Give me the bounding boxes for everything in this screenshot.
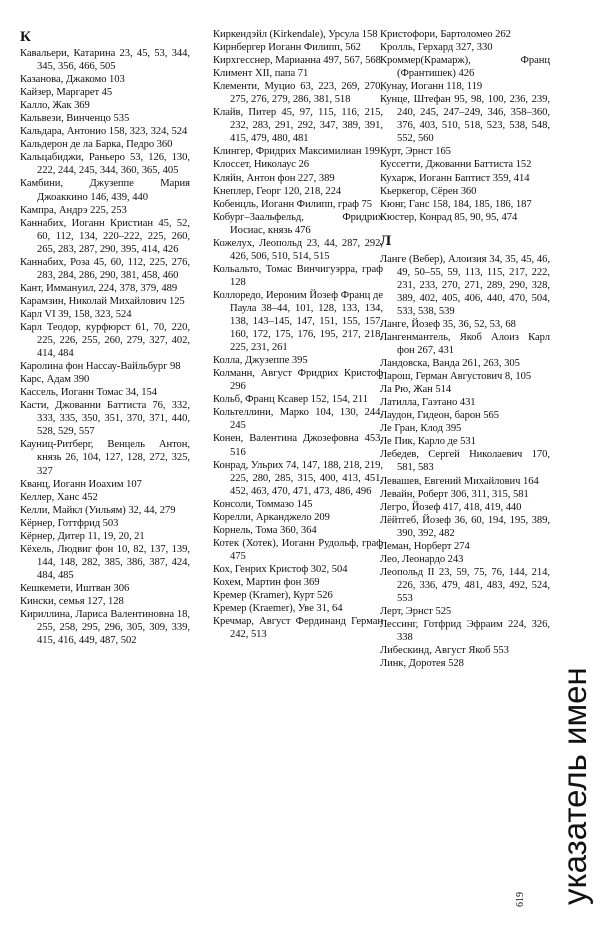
index-column-3 xyxy=(380,28,550,670)
index-entry: Ландовска, Ванда 261, 263, 305 xyxy=(380,358,520,370)
index-entry: Ланге (Вебер), Алоизия 34, 35, 45, 46, 49, 50–55, 59, 113, 115, 217, 222, 231, 233, 270, 271, 289, 290, 328, 389, 402, 405, 406, 440, 470, 504, 533, 538, 539 xyxy=(380,253,550,317)
index-letter-heading: К xyxy=(20,29,31,45)
index-entry: Кванц, Иоганн Иоахим 107 xyxy=(20,478,142,490)
index-entry: Кёхель, Людвиг фон 10, 82, 137, 139, 144, 148, 282, 385, 386, 387, 424, 484, 485 xyxy=(20,543,190,581)
index-entry: Киркендэйл (Kirkendale), Урсула 158 xyxy=(213,29,378,40)
page-number: 619 xyxy=(515,892,526,907)
index-entry: Кунау, Иоганн 118, 119 xyxy=(380,81,483,93)
index-entry: Лерт, Эрнст 525 xyxy=(380,605,452,617)
index-entry: Колманн, Август Фридрих Кристоф 296 xyxy=(213,368,383,393)
index-entry: Ле Гран, Клод 395 xyxy=(380,423,462,435)
index-entry: Кёрнер, Готтфрид 503 xyxy=(20,517,119,529)
index-entry: Каннабих, Роза 45, 60, 112, 225, 276, 283, 284, 286, 290, 381, 458, 460 xyxy=(20,256,190,281)
index-entry: Келлер, Ханс 452 xyxy=(20,491,98,503)
index-entry: Корнель, Тома 360, 364 xyxy=(213,524,317,536)
index-entry: Левайн, Роберт 306, 311, 315, 581 xyxy=(380,488,529,500)
index-entry: Леопольд II 23, 59, 75, 76, 144, 214, 226, 336, 479, 481, 483, 492, 524, 553 xyxy=(380,566,550,604)
index-entry: Ла Рю, Жан 514 xyxy=(380,384,452,396)
index-entry: Колла, Джузеппе 395 xyxy=(213,355,308,367)
index-entry: Ланге, Йозеф 35, 36, 52, 53, 68 xyxy=(380,318,516,330)
index-entry: Коллоредо, Иероним Йозеф Франц де Паула 38–44, 101, 128, 133, 134, 138, 143–145, 147, 151, 155, 157, 160, 172, 175, 176, 195, 217, 218, 225, 231, 261 xyxy=(213,289,383,354)
index-entry: Кольтеллини, Марко 104, 130, 244, 245 xyxy=(213,407,383,432)
index-entry: Кальцабиджи, Раньеро 53, 126, 130, 222, 244, 245, 344, 360, 365, 405 xyxy=(20,152,190,177)
index-entry: Линк, Доротея 528 xyxy=(380,658,464,670)
index-entry: Кохем, Мартин фон 369 xyxy=(213,576,320,588)
index-entry: Казанова, Джакомо 103 xyxy=(20,74,125,86)
index-entry: Келли, Майкл (Уильям) 32, 44, 279 xyxy=(20,504,176,516)
index-entry: Кухарж, Иоганн Баптист 359, 414 xyxy=(380,172,530,184)
index-entry: Касти, Джованни Баттиста 76, 332, 333, 335, 350, 351, 370, 371, 440, 528, 529, 557 xyxy=(20,400,190,438)
index-entry: Калло, Жак 369 xyxy=(20,100,90,112)
index-entry: Кински, семья 127, 128 xyxy=(20,595,124,607)
index-entry: Каролина фон Нассау-Вайльбург 98 xyxy=(20,361,181,373)
index-entry: Климент XII, папа 71 xyxy=(213,68,309,80)
index-entry: Кролль, Герхард 327, 330 xyxy=(380,42,493,54)
index-entry: Кирнбергер Иоганн Филипп, 562 xyxy=(213,42,361,54)
index-entry: Лангенмантель, Якоб Алоиз Карл фон 267, 431 xyxy=(380,331,550,357)
index-entry: Кант, Иммануил, 224, 378, 379, 489 xyxy=(20,282,178,294)
index-entry: Либескинд, Август Якоб 553 xyxy=(380,645,509,657)
index-entry: Карл VI 39, 158, 323, 524 xyxy=(20,308,132,320)
index-entry: Кириллина, Лариса Валентиновна 18, 255, 258, 295, 296, 305, 309, 339, 415, 416, 449, 487, 502 xyxy=(20,609,190,647)
index-entry: Кречмар, Август Фердинанд Герман 242, 513 xyxy=(213,616,383,641)
index-entry: Карамзин, Николай Михайлович 125 xyxy=(20,295,185,307)
index-entry: Кристофори, Бартоломео 262 xyxy=(380,29,511,40)
index-entry: Клоссет, Николаус 26 xyxy=(213,159,310,171)
index-entry: Кремер (Kraemer), Уве 31, 64 xyxy=(213,603,343,615)
index-entry: Легро, Йозеф 417, 418, 419, 440 xyxy=(380,501,522,513)
index-entry: Кляйн, Антон фон 227, 389 xyxy=(213,172,335,184)
index-entry: Кобург–Заальфельд, Фридрих Иосиас, князь 476 xyxy=(213,211,383,236)
index-entry: Кауниц-Ритберг, Венцель Антон, князь 26, 104, 127, 128, 272, 325, 327 xyxy=(20,439,190,477)
index-entry: Кассель, Иоганн Томас 34, 154 xyxy=(20,387,158,399)
index-entry: Кальвези, Винченцо 535 xyxy=(20,113,130,125)
index-entry: Кайзер, Маргарет 45 xyxy=(20,87,113,99)
index-entry: Кальдара, Антонио 158, 323, 324, 524 xyxy=(20,126,188,138)
index-entry: Кюнг, Ганс 158, 184, 185, 186, 187 xyxy=(380,198,532,210)
index-entry: Кьеркегор, Сёрен 360 xyxy=(380,185,477,197)
index-entry: Кнеплер, Георг 120, 218, 224 xyxy=(213,185,342,197)
index-entry: Куссетти, Джованни Баттиста 152 xyxy=(380,159,532,171)
section-title-vertical: указатель имен xyxy=(556,667,593,905)
index-entry: Левашев, Евгений Михайлович 164 xyxy=(380,475,539,487)
index-entry: Камбини, Джузеппе Мария Джоаккино 146, 439, 440 xyxy=(20,178,190,203)
index-entry: Корелли, Арканджело 209 xyxy=(213,511,330,523)
index-column-2 xyxy=(213,28,383,641)
index-entry: Латилла, Гаэтано 431 xyxy=(380,397,476,409)
index-entry: Кох, Генрих Кристоф 302, 504 xyxy=(213,563,348,575)
index-entry: Лаудон, Гидеон, барон 565 xyxy=(380,410,500,422)
index-entry: Конен, Валентина Джозефовна 453, 516 xyxy=(213,433,383,458)
index-entry: Кремер (Kramer), Курт 526 xyxy=(213,590,333,602)
index-entry: Кирхгесснер, Марианна 497, 567, 568 xyxy=(213,55,381,67)
index-entry: Лебедев, Сергей Николаевич 170, 581, 583 xyxy=(380,449,550,474)
index-entry: Кольальто, Томас Винчигуэрра, граф 128 xyxy=(213,263,383,288)
index-entry: Кампра, Андрэ 225, 253 xyxy=(20,204,127,216)
index-entry: Кёрнер, Дитер 11, 19, 20, 21 xyxy=(20,530,145,542)
index-entry: Кроммер(Крамарж), Франц (Франтишек) 426 xyxy=(380,55,550,80)
index-entry: Ларош, Герман Августович 8, 105 xyxy=(380,371,532,383)
index-entry: Кожелух, Леопольд 23, 44, 287, 292, 426, 506, 510, 514, 515 xyxy=(213,237,383,262)
index-entry: Кальдерон де ла Барка, Педро 360 xyxy=(20,139,173,151)
index-entry: Кобенцль, Иоганн Филипп, граф 75 xyxy=(213,198,373,210)
index-entry: Лессинг, Готфрид Эфраим 224, 326, 338 xyxy=(380,619,550,644)
index-entry: Конрад, Ульрих 74, 147, 188, 218, 219, 225, 280, 285, 315, 400, 413, 451, 452, 463, 470, 471, 473, 486, 496 xyxy=(213,459,383,497)
index-entry: Курт, Эрнст 165 xyxy=(380,146,451,158)
index-entry: Кюстер, Конрад 85, 90, 95, 474 xyxy=(380,211,518,223)
index-entry: Карс, Адам 390 xyxy=(20,374,90,386)
index-entry: Каннабих, Иоганн Кристиан 45, 52, 60, 112, 134, 220–222, 225, 260, 265, 283, 287, 290, 395, 414, 426 xyxy=(20,217,190,255)
index-entry: Кешкемети, Иштван 306 xyxy=(20,582,130,594)
index-entry: Леман, Норберт 274 xyxy=(380,540,470,552)
index-entry: Ле Пик, Карло де 531 xyxy=(380,436,476,448)
index-entry: Лёйтгеб, Йозеф 36, 60, 194, 195, 389, 390, 392, 482 xyxy=(380,514,550,539)
index-entry: Консоли, Томмазо 145 xyxy=(213,498,313,510)
index-entry: Кавальери, Катарина 23, 45, 53, 344, 345, 356, 466, 505 xyxy=(20,48,190,73)
index-entry: Кунце, Штефан 95, 98, 100, 236, 239, 240, 245, 247–249, 346, 358–360, 376, 403, 510, 518, 523, 538, 548, 552, 560 xyxy=(380,94,550,145)
index-entry: Лео, Леонардо 243 xyxy=(380,553,464,565)
index-column-1 xyxy=(20,28,190,647)
index-entry: Клайв, Питер 45, 97, 115, 116, 215, 232, 283, 291, 292, 347, 389, 391, 415, 479, 480, 481 xyxy=(213,107,383,145)
index-letter-heading: Л xyxy=(380,232,392,249)
index-entry: Клементи, Муцио 63, 223, 269, 270, 275, 276, 279, 286, 381, 518 xyxy=(213,81,383,106)
index-entry: Клингер, Фридрих Максимилиан 199 xyxy=(213,146,380,158)
index-entry: Карл Теодор, курфюрст 61, 70, 220, 225, 226, 255, 260, 279, 327, 402, 414, 484 xyxy=(20,321,190,360)
index-entry: Котек (Хотек), Иоганн Рудольф, граф 475 xyxy=(213,537,383,562)
index-entry: Кольб, Франц Ксавер 152, 154, 211 xyxy=(213,394,369,406)
